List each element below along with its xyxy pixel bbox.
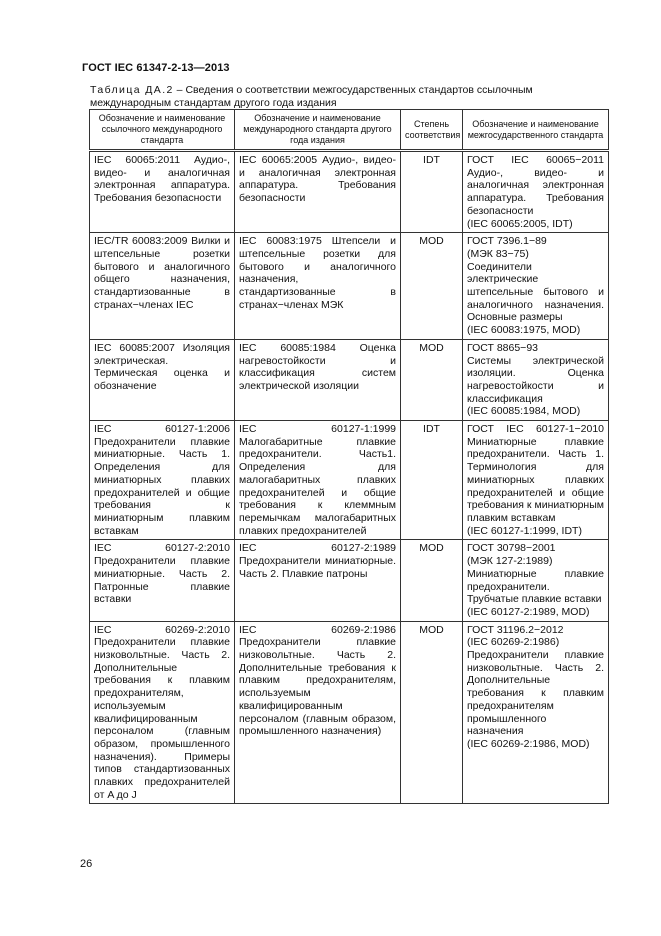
degree-cell: IDT: [401, 151, 463, 233]
gost-line: (IEC 60085:1984, MOD): [467, 405, 581, 418]
reference-standard-cell: IEC 60085:2007 Изоляция электрическая. Термическая оценка и обозначение: [90, 339, 235, 420]
gost-line: (IEC 60065:2005, IDT): [467, 217, 573, 230]
interstate-standard-cell: [463, 421, 609, 540]
table-header-row: [90, 110, 609, 151]
column-header-reference-standard: Обозначение и наименование ссылочного международного стандарта: [90, 110, 235, 151]
degree-cell: MOD: [401, 339, 463, 420]
international-standard-cell: IEC 60127-2:1989 Предохранители миниатюрные. Часть 2. Плавкие патроны: [235, 540, 401, 621]
international-standard-cell: IEC 60127-1:1999 Малогабаритные плавкие предохранители. Часть1. Определения для малогабаритных плавких предохранителей и общие требования к клеммным перемычкам малогабаритных плавких предохранителей: [235, 421, 401, 540]
interstate-standard-cell: [463, 233, 609, 340]
table-caption: [90, 84, 610, 109]
gost-line: (IEC 60083:1975, MOD): [467, 324, 581, 337]
reference-standard-cell: IEC 60065:2011 Аудио-, видео- и аналогичная электронная аппаратура. Требования безопасности: [90, 151, 235, 233]
international-standard-cell: IEC 60083:1975 Штепсели и штепсельные розетки для бытового и аналогичного назначения, стандартизованные в странах−членах МЭК: [235, 233, 401, 340]
column-header-degree: Степень соответствия: [401, 110, 463, 151]
gost-line: (IEC 60269-2:1986): [467, 636, 560, 649]
gost-line: ГОСТ 31196.2−2012: [467, 623, 564, 636]
document-header: ГОСТ IEC 61347-2-13—2013: [82, 62, 230, 74]
reference-standard-cell: IEC 60127-1:2006 Предохранители плавкие миниатюрные. Часть 1. Определения для миниатюрных плавких предохранителей и общие требования к миниатюрным плавким вставкам: [90, 421, 235, 540]
interstate-standard-cell: [463, 151, 609, 233]
gost-line: Соединители электрические штепсельные бытового и аналогичного назначения. Основные размеры: [467, 260, 607, 324]
gost-line: ГОСТ 7396.1−89: [467, 235, 547, 248]
degree-cell: MOD: [401, 540, 463, 621]
international-standard-cell: IEC 60085:1984 Оценка нагревостойкости и классификация систем электрической изоляции: [235, 339, 401, 420]
interstate-standard-cell: [463, 339, 609, 420]
gost-line: (МЭК 83−75): [467, 247, 529, 260]
table-row: [90, 151, 609, 233]
interstate-standard-cell: [463, 540, 609, 621]
international-standard-cell: IEC 60269-2:1986 Предохранители плавкие низковольтные. Часть 2. Дополнительные требования к плавким предохранителям, используемым квалифицированным персоналом (главным образом, промышленного назначения): [235, 621, 401, 804]
page-number: 26: [80, 858, 93, 870]
table-caption-text: – Сведения о соответствии межгосударственных стандартов ссылочным международным стандартам другого года издания: [90, 84, 533, 109]
table-row: [90, 339, 609, 420]
degree-cell: MOD: [401, 233, 463, 340]
gost-line: (IEC 60127-2:1989, MOD): [467, 605, 590, 618]
international-standard-cell: IEC 60065:2005 Аудио-, видео- и аналогичная электронная аппаратура. Требования безопасности: [235, 151, 401, 233]
gost-line: (МЭК 127-2:1989): [467, 555, 553, 568]
table-row: [90, 233, 609, 340]
interstate-standard-cell: [463, 621, 609, 804]
table-caption-label: Таблица ДА.2: [90, 84, 174, 96]
gost-line: ГОСТ 8865−93: [467, 341, 538, 354]
reference-standard-cell: IEC 60127-2:2010 Предохранители плавкие миниатюрные. Часть 2. Патронные плавкие вставки: [90, 540, 235, 621]
reference-standard-cell: IEC/TR 60083:2009 Вилки и штепсельные розетки бытового и аналогичного общего назначения, стандартизованные в странах−членах IEC: [90, 233, 235, 340]
gost-line: (IEC 60269-2:1986, MOD): [467, 737, 590, 750]
column-header-international-standard: Обозначение и наименование международного стандарта другого года издания: [235, 110, 401, 151]
reference-standard-cell: IEC 60269-2:2010 Предохранители плавкие низковольтные. Часть 2. Дополнительные требования к плавким предохранителям, используемым квалифицированным персоналом (главным образом, промышленного назначения). Примеры типов стандартизованных плавких предохранителей от A до J: [90, 621, 235, 804]
gost-line: Миниатюрные плавкие предохранители. Трубчатые плавкие вставки: [467, 567, 607, 606]
gost-line: ГОСТ 30798−2001: [467, 542, 556, 555]
gost-line: (IEC 60127-1:1999, IDT): [467, 524, 582, 537]
table-row: [90, 421, 609, 540]
gost-line: ГОСТ IEC 60127-1−2010 Миниатюрные плавкие предохранители. Часть 1. Терминология для миниатюрных плавких предохранителей и общие требования к миниатюрным плавким вставкам: [467, 423, 607, 524]
gost-line: Предохранители плавкие низковольтные. Часть 2. Дополнительные требования к плавким предохранителям промышленного назначения: [467, 649, 607, 738]
gost-line: ГОСТ IEC 60065−2011 Аудио-, видео- и аналогичная электронная аппаратура. Требования безопасности: [467, 154, 607, 217]
gost-line: Системы электрической изоляции. Оценка нагревостойкости и классификация: [467, 354, 607, 405]
column-header-interstate-standard: Обозначение и наименование межгосударственного стандарта: [463, 110, 609, 151]
table-row: [90, 540, 609, 621]
degree-cell: MOD: [401, 621, 463, 804]
standards-table: [89, 109, 609, 804]
degree-cell: IDT: [401, 421, 463, 540]
table-row: [90, 621, 609, 804]
